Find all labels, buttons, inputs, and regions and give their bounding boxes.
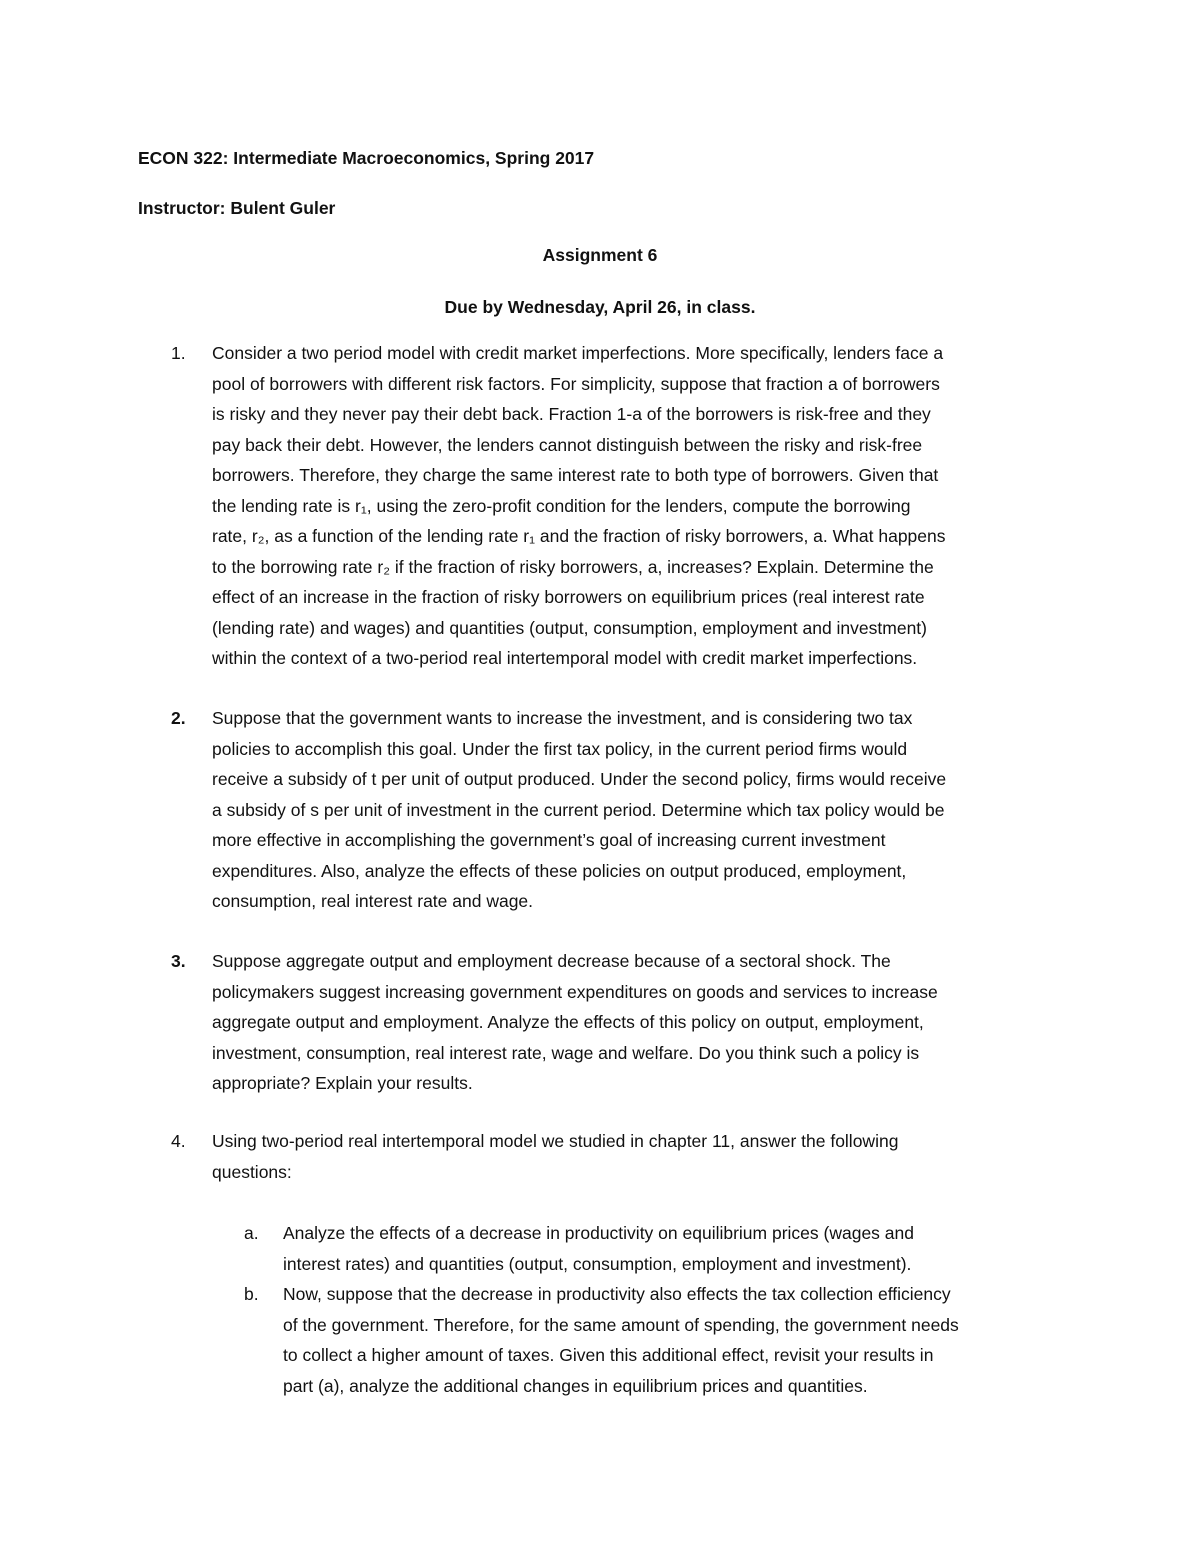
assignment-title: Assignment 6 (542, 245, 658, 265)
part-letter: b. (244, 1284, 259, 1304)
question-text (212, 946, 1062, 1099)
question-line: receive a subsidy of t per unit of output produced. Under the second policy, firms would receive (212, 769, 947, 789)
course-title: ECON 322: Intermediate Macroeconomics, Spring 2017 (138, 148, 595, 168)
question-line: appropriate? Explain your results. (212, 1073, 473, 1093)
question-line: rate, r₂, as a function of the lending rate r₁ and the fraction of risky borrowers, a. What happens (212, 526, 946, 546)
question-line: the lending rate is r₁, using the zero-profit condition for the lenders, compute the borrowing (212, 495, 911, 516)
question-line: Consider a two period model with credit market imperfections. More specifically, lenders face a (212, 343, 944, 363)
question-line: investment, consumption, real interest rate, wage and welfare. Do you think such a policy is (212, 1042, 920, 1063)
question-line: policies to accomplish this goal. Under the first tax policy, in the current period firms would (212, 738, 908, 759)
question-line: a subsidy of s per unit of investment in the current period. Determine which tax policy would be (212, 799, 945, 820)
question-text (212, 338, 1062, 674)
question-line: (lending rate) and wages) and quantities (output, consumption, employment and investment) (212, 617, 927, 638)
question-line: Suppose aggregate output and employment decrease because of a sectoral shock. The (212, 951, 891, 971)
question-text (212, 703, 1062, 917)
question-line: policymakers suggest increasing government expenditures on goods and services to increase (212, 981, 938, 1002)
part-line: Analyze the effects of a decrease in productivity on equilibrium prices (wages and (283, 1223, 914, 1243)
question-line: Using two-period real intertemporal model we studied in chapter 11, answer the following (212, 1131, 899, 1151)
question-text (212, 1126, 1062, 1187)
question-line: aggregate output and employment. Analyze the effects of this policy on output, employment, (212, 1012, 924, 1032)
question-number: 3. (171, 951, 186, 971)
question-number: 1. (171, 343, 186, 363)
question-line: Suppose that the government wants to increase the investment, and is considering two tax (212, 708, 913, 728)
due-date: Due by Wednesday, April 26, in class. (444, 297, 756, 317)
question-line: within the context of a two-period real intertemporal model with credit market imperfections. (212, 648, 918, 668)
question-number: 4. (171, 1131, 186, 1151)
question-line: to the borrowing rate r₂ if the fraction of risky borrowers, a, increases? Explain. Determine the (212, 556, 934, 577)
part-line: Now, suppose that the decrease in productivity also effects the tax collection efficiency (283, 1284, 951, 1304)
question-line: pay back their debt. However, the lenders cannot distinguish between the risky and risk-free (212, 434, 923, 455)
instructor-line: Instructor: Bulent Guler (138, 198, 336, 218)
part-line: part (a), analyze the additional changes in equilibrium prices and quantities. (283, 1375, 868, 1396)
question-line: expenditures. Also, analyze the effects of these policies on output produced, employment, (212, 860, 907, 881)
part-text (283, 1279, 1133, 1401)
question-line: pool of borrowers with different risk factors. For simplicity, suppose that fraction a of borrowers (212, 373, 940, 394)
part-letter: a. (244, 1223, 259, 1243)
part-line: to collect a higher amount of taxes. Given this additional effect, revisit your results in (283, 1345, 934, 1365)
question-line: questions: (212, 1161, 292, 1182)
part-text (283, 1218, 1133, 1279)
question-line: borrowers. Therefore, they charge the same interest rate to both type of borrowers. Given that (212, 465, 939, 485)
question-line: is risky and they never pay their debt back. Fraction 1-a of the borrowers is risk-free and they (212, 404, 931, 424)
part-line: of the government. Therefore, for the same amount of spending, the government needs (283, 1314, 959, 1335)
question-line: effect of an increase in the fraction of risky borrowers on equilibrium prices (real interest rate (212, 587, 925, 607)
question-number: 2. (171, 708, 186, 728)
question-line: more effective in accomplishing the government’s goal of increasing current investment (212, 830, 886, 850)
part-line: interest rates) and quantities (output, consumption, employment and investment). (283, 1253, 912, 1274)
question-line: consumption, real interest rate and wage. (212, 891, 534, 911)
